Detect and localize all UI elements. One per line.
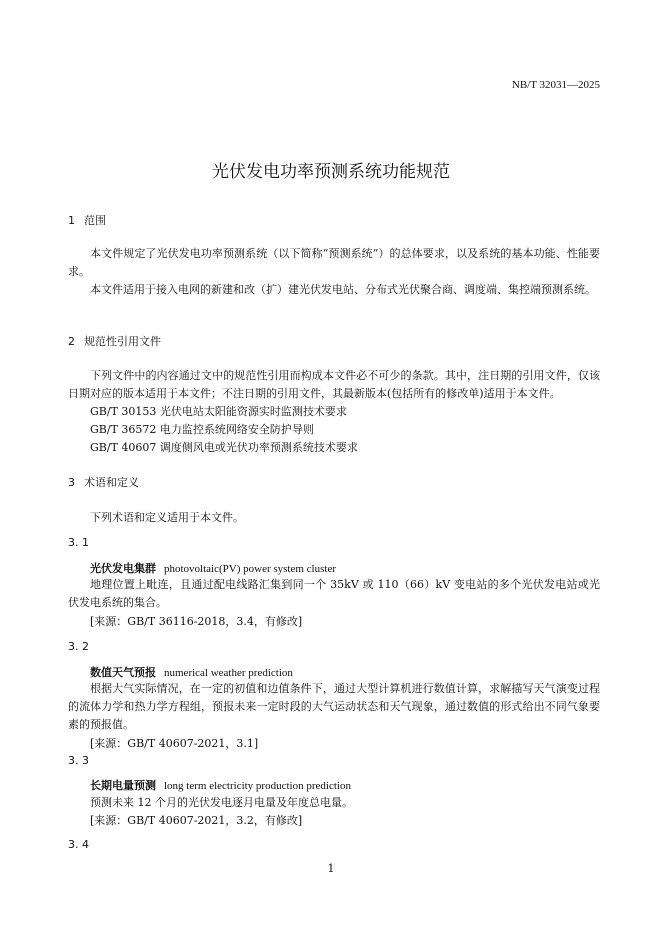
terms-intro: 下列术语和定义适用于本文件。 [90,511,244,524]
term-en: long term electricity production prediction [164,780,351,792]
term-definition: 地理位置上毗连，且通过配电线路汇集到同一个 35kV 或 110（66）kV 变电站的多个光伏发电站或光伏发电系统的集合。 [68,578,600,609]
term-source: [来源：GB/T 36116-2018，3.4，有修改] [90,615,303,628]
term-definition: 根据大气实际情况，在一定的初值和边值条件下，通过大型计算机进行数值计算，求解描写天气演变过程的流体力学和热力学方程组，预报未来一定时段的大气运动状态和天气现象，通过数值的形式给出不同气象要素的预报值。 [68,682,600,731]
term-source: [来源：GB/T 40607-2021，3.2，有修改] [90,814,303,827]
section-2-heading [68,333,161,349]
section-title: 范围 [84,214,106,227]
normative-reference: GB/T 36572 电力监控系统网络安全防护导则 [90,423,314,436]
section-1-heading [68,212,106,228]
term-number: 3. 1 [68,536,89,549]
term-en: photovoltaic(PV) power system cluster [164,563,336,575]
term-number: 3. 4 [68,838,89,851]
section-number: 2 [68,335,75,348]
section-number: 3 [68,476,75,489]
paragraph: 本文件规定了光伏发电功率预测系统（以下简称“预测系统”）的总体要求，以及系统的基本功能、性能要求。 [68,247,600,278]
paragraph: 本文件适用于接入电网的新建和改（扩）建光伏发电站、分布式光伏聚合商、调度端、集控端预测系统。 [90,283,596,296]
term-en: numerical weather prediction [164,667,293,679]
term-zh: 数值天气预报 [90,666,156,679]
term-definition: 预测未来 12 个月的光伏发电逐月电量及年度总电量。 [90,796,353,809]
term-zh: 光伏发电集群 [90,562,156,575]
term-heading [90,777,351,793]
normative-reference: GB/T 40607 调度侧风电或光伏功率预测系统技术要求 [90,441,358,454]
normative-reference: GB/T 30153 光伏电站太阳能资源实时监测技术要求 [90,405,347,418]
paragraph: 下列文件中的内容通过文中的规范性引用而构成本文件必不可少的条款。其中，注日期的引用文件，仅该日期对应的版本适用于本文件；不注日期的引用文件，其最新版本(包括所有的修改单)适用于本文件。 [68,369,600,400]
section-title: 术语和定义 [84,476,139,489]
section-number: 1 [68,214,75,227]
term-source: [来源：GB/T 40607-2021，3.1] [90,737,259,750]
term-number: 3. 2 [68,640,89,653]
section-3-heading [68,474,139,490]
section-2-body [68,367,600,403]
term-zh: 长期电量预测 [90,779,156,792]
section-title: 规范性引用文件 [84,335,161,348]
standard-number: NB/T 32031—2025 [511,79,600,91]
term-heading [90,560,336,576]
term-number: 3. 3 [68,754,89,767]
document-title: 光伏发电功率预测系统功能规范 [212,162,450,182]
page-number: 1 [327,862,335,875]
term-heading [90,664,293,680]
section-1-body [68,245,600,299]
